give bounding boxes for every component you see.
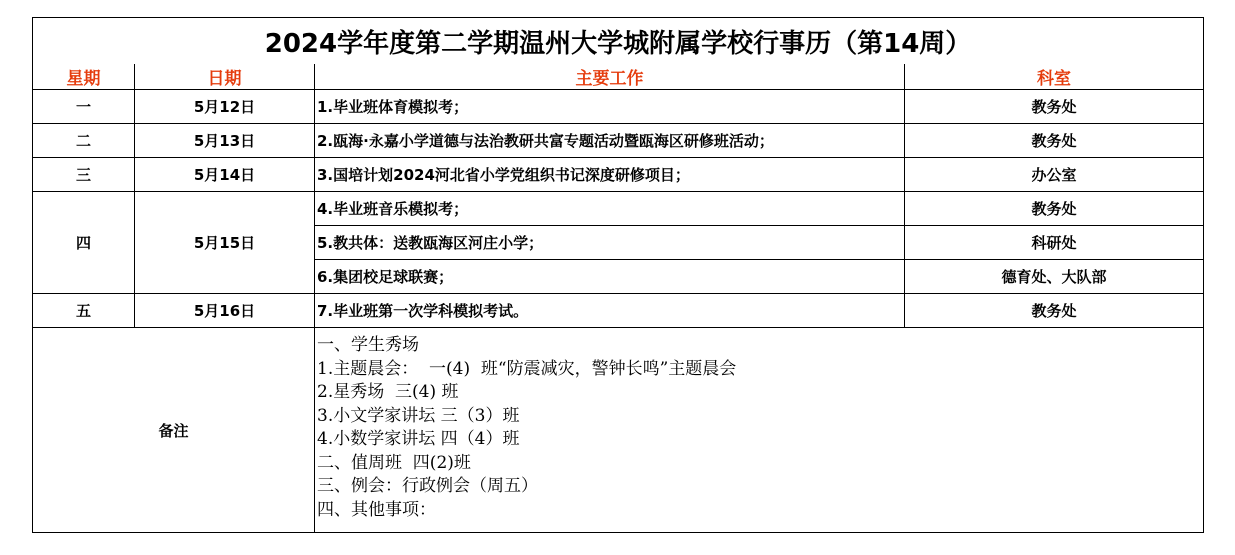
table-row	[33, 158, 1204, 192]
work-cell: 3.国培计划2024河北省小学党组织书记深度研修项目；	[315, 158, 905, 192]
header-work: 主要工作	[315, 64, 905, 90]
header-dept: 科室	[905, 64, 1204, 90]
notes-label: 备注	[33, 328, 315, 533]
dept-cell: 教务处	[905, 192, 1204, 226]
work-cell: 6.集团校足球联赛；	[315, 260, 905, 294]
table-row	[33, 192, 1204, 226]
dept-cell: 德育处、大队部	[905, 260, 1204, 294]
note-line: 一、学生秀场	[317, 335, 419, 355]
weekday-cell: 五	[33, 294, 135, 328]
header-row	[33, 64, 1204, 90]
note-line: 二、值周班 四(2)班	[317, 452, 471, 473]
work-cell: 5.教共体：送教瓯海区河庄小学；	[315, 226, 905, 260]
notes-content	[315, 328, 1204, 533]
table-row	[33, 294, 1204, 328]
dept-cell: 科研处	[905, 226, 1204, 260]
note-line: 3.小文学家讲坛 三（3）班	[317, 405, 520, 426]
date-cell: 5月13日	[135, 124, 315, 158]
dept-cell: 教务处	[905, 294, 1204, 328]
header-date: 日期	[135, 64, 315, 90]
weekday-cell: 一	[33, 90, 135, 124]
note-line: 四、其他事项：	[317, 499, 436, 520]
work-cell: 4.毕业班音乐模拟考；	[315, 192, 905, 226]
table-row	[33, 124, 1204, 158]
date-cell: 5月12日	[135, 90, 315, 124]
date-cell: 5月16日	[135, 294, 315, 328]
date-cell: 5月15日	[135, 192, 315, 294]
work-cell: 2.瓯海·永嘉小学道德与法治教研共富专题活动暨瓯海区研修班活动；	[315, 124, 905, 158]
table-row	[33, 90, 1204, 124]
note-line: 4.小数学家讲坛 四（4）班	[317, 429, 520, 449]
schedule-table	[32, 17, 1204, 533]
work-cell: 1.毕业班体育模拟考；	[315, 90, 905, 124]
dept-cell: 教务处	[905, 90, 1204, 124]
work-cell: 7.毕业班第一次学科模拟考试。	[315, 294, 905, 328]
header-weekday: 星期	[33, 64, 135, 90]
dept-cell: 教务处	[905, 124, 1204, 158]
note-line: 1.主题晨会： 一(4) 班“防震减灾，警钟长鸣”主题晨会	[317, 358, 737, 379]
dept-cell: 办公室	[905, 158, 1204, 192]
weekday-cell: 二	[33, 124, 135, 158]
page-title: 2024学年度第二学期温州大学城附属学校行事历（第14周）	[33, 18, 1204, 65]
weekday-cell: 四	[33, 192, 135, 294]
date-cell: 5月14日	[135, 158, 315, 192]
weekday-cell: 三	[33, 158, 135, 192]
notes-row	[33, 328, 1204, 533]
note-line: 三、例会：行政例会（周五）	[317, 476, 538, 496]
note-line: 2.星秀场 三(4) 班	[317, 382, 459, 402]
